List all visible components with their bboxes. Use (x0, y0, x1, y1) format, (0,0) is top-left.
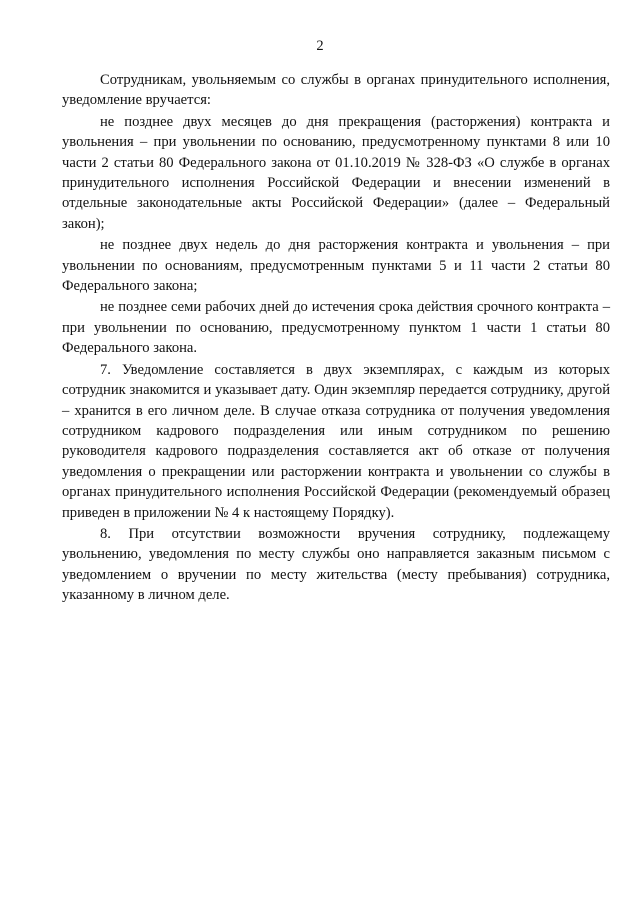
paragraph-text: При отсутствии возможности вручения сотруднику, подлежащему увольнению, уведомления по месту службы оно направляется заказным письмом с уведомлением о вручении по месту жительства (месту пребывания) сотрудника, указанному в личном деле. (62, 525, 610, 604)
paragraph-item-8 (62, 524, 610, 606)
paragraph-text: не позднее семи рабочих дней до истечения срока действия срочного контракта – при увольнении по основанию, предусмотренному пунктом 1 части 1 статьи 80 Федерального закона. (62, 299, 610, 357)
page-number: 2 (316, 38, 324, 54)
paragraph-number: 7. (100, 361, 111, 378)
paragraph-text: Уведомление составляется в двух экземплярах, с каждым из которых сотрудник знакомится и указывает дату. Один экземпляр передается сотруднику, другой – хранится в его личном деле. В случае отказа сотрудника от получения уведомления сотрудником кадрового подразделения или иным сотрудником по решению руководителя кадрового подразделения составляется акт об отказе от получения уведомления о прекращении или расторжении контракта и увольнении со службы в органах принудительного исполнения Российской Федерации (рекомендуемый образец приведен в приложении № 4 к настоящему Порядку). (62, 361, 610, 521)
document-body (62, 70, 610, 606)
paragraph-text: Сотрудникам, увольняемым со службы в органах принудительного исполнения, уведомление вручается: (62, 72, 610, 109)
paragraph-two-weeks (62, 235, 610, 296)
paragraph-number: 8. (100, 525, 111, 542)
paragraph-text: не позднее двух недель до дня расторжения контракта и увольнения – при увольнении по основаниям, предусмотренным пунктами 5 и 11 части 2 статьи 80 Федерального закона; (62, 237, 610, 295)
paragraph-text: не позднее двух месяцев до дня прекращения (расторжения) контракта и увольнения – при увольнении по основанию, предусмотренному пунктами 8 или 10 части 2 статьи 80 Федерального закона от 01.10.2019 № 328-ФЗ «О службе в органах принудительного исполнения Российской Федерации и внесении изменений в отдельные законодательные акты Российской Федерации» (далее – Федеральный закон); (62, 113, 610, 232)
paragraph-intro (62, 70, 610, 111)
paragraph-item-7 (62, 360, 610, 523)
paragraph-seven-days (62, 297, 610, 358)
paragraph-two-months (62, 112, 610, 234)
